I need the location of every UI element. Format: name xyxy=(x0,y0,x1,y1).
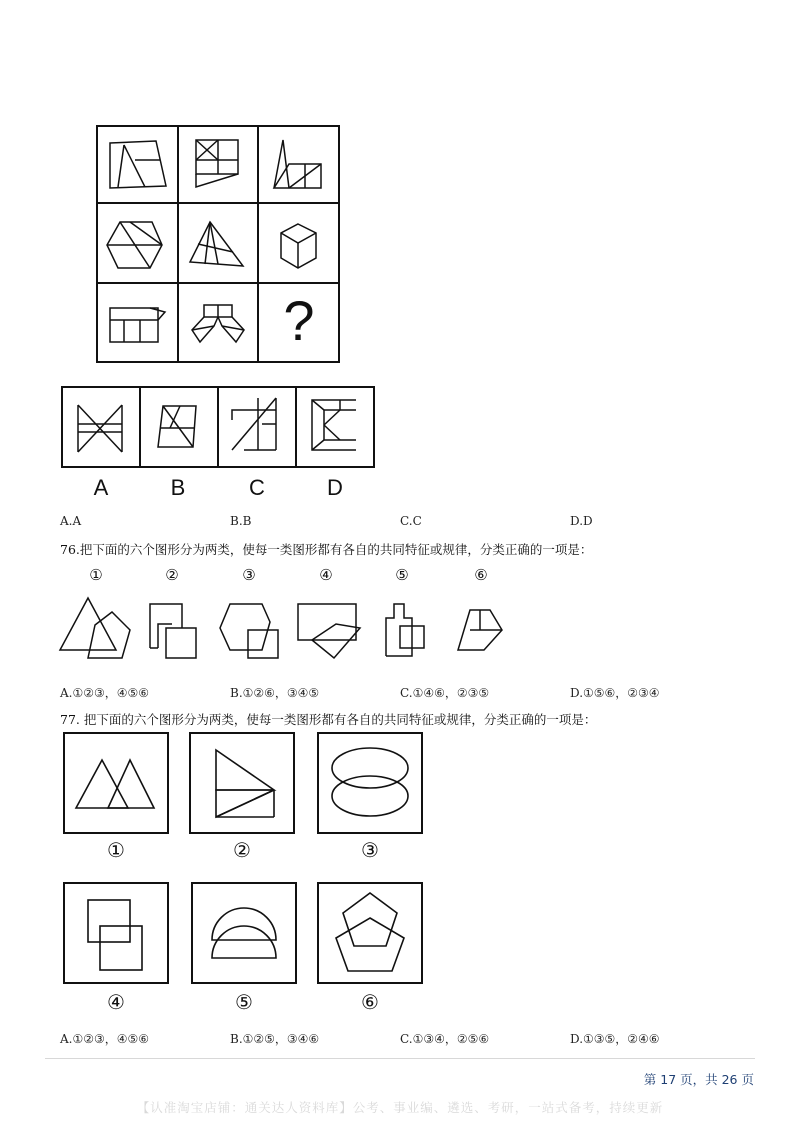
q77-label-4: ④ xyxy=(107,990,125,1014)
q75-option-a[interactable]: A.A xyxy=(60,514,82,528)
choice-letter-c: C xyxy=(249,475,265,500)
choice-letter-a: A xyxy=(93,475,109,500)
q75-option-c[interactable]: C.C xyxy=(400,514,422,528)
q76-option-c[interactable]: C.①④⑥，②③⑤ xyxy=(400,686,490,700)
q77-label-3: ③ xyxy=(361,838,379,862)
choice-letter-d: D xyxy=(327,475,343,500)
q76-option-d[interactable]: D.①⑤⑥，②③④ xyxy=(570,686,660,700)
footer-divider xyxy=(45,1058,755,1059)
footer-watermark: 【认准淘宝店铺：通关达人资料库】公考、事业编、遴选、考研，一站式备考，持续更新 xyxy=(136,1100,664,1115)
q76-label-5: ⑤ xyxy=(395,566,409,584)
q76-label-6: ⑥ xyxy=(474,566,488,584)
question-mark: ? xyxy=(283,289,315,352)
q76-option-a[interactable]: A.①②③，④⑤⑥ xyxy=(60,686,150,700)
q77-label-6: ⑥ xyxy=(361,990,379,1014)
q75-option-b[interactable]: B.B xyxy=(230,514,252,528)
q77-option-d[interactable]: D.①③⑤，②④⑥ xyxy=(570,1032,660,1046)
q77-question-text: 77. 把下面的六个图形分为两类，使每一类图形都有各自的共同特征或规律，分类正确的一项是： xyxy=(60,712,597,727)
choice-letter-b: B xyxy=(170,475,186,500)
q77-label-5: ⑤ xyxy=(235,990,253,1014)
q76-label-2: ② xyxy=(165,566,179,584)
q76-option-b[interactable]: B.①②⑥，③④⑤ xyxy=(230,686,320,700)
q76-question-text: 76.把下面的六个图形分为两类，使每一类图形都有各自的共同特征或规律，分类正确的一项是： xyxy=(60,542,593,557)
q76-label-3: ③ xyxy=(242,566,256,584)
q77-option-b[interactable]: B.①②⑤，③④⑥ xyxy=(230,1032,320,1046)
q77-label-1: ① xyxy=(107,838,125,862)
q76-label-1: ① xyxy=(89,566,103,584)
q77-option-a[interactable]: A.①②③，④⑤⑥ xyxy=(60,1032,150,1046)
q76-label-4: ④ xyxy=(319,566,333,584)
q75-option-d[interactable]: D.D xyxy=(570,514,593,528)
q77-label-2: ② xyxy=(233,838,251,862)
page-number: 第 17 页，共 26 页 xyxy=(643,1072,754,1087)
q77-option-c[interactable]: C.①③④，②⑤⑥ xyxy=(400,1032,490,1046)
